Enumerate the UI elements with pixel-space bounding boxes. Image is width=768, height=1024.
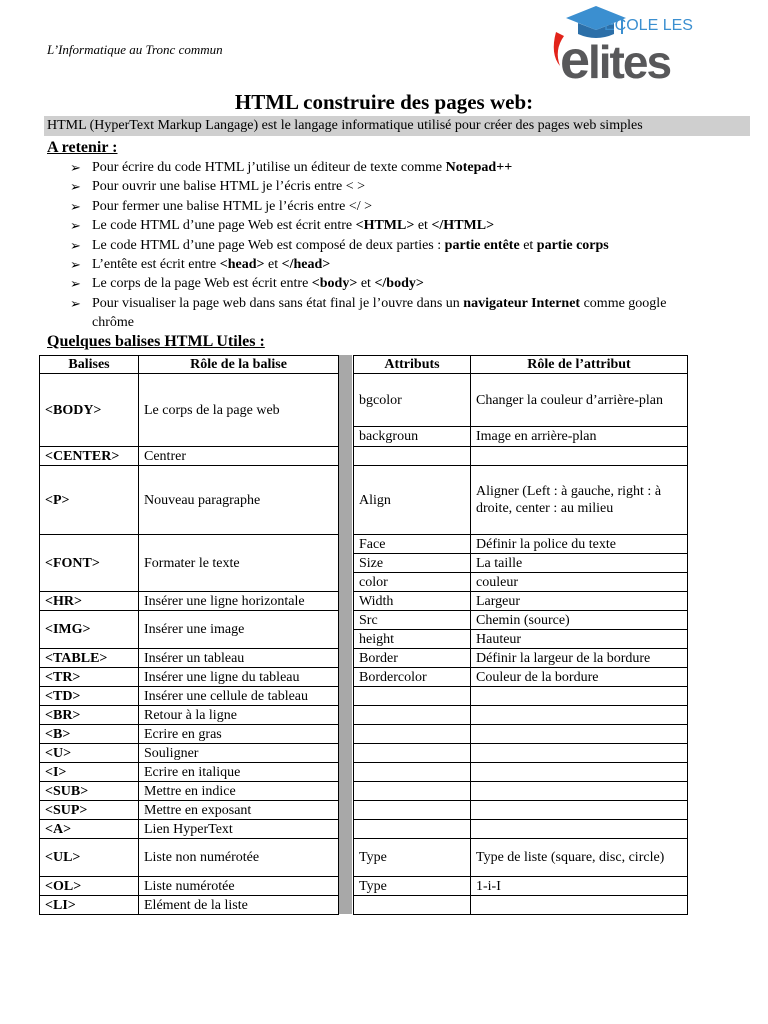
role-cell: Ecrire en italique <box>139 763 339 782</box>
balises-row <box>40 447 339 466</box>
retenir-item <box>70 255 690 274</box>
role-attribut-cell: Changer la couleur d’arrière-plan <box>471 374 688 427</box>
balises-row <box>40 839 339 877</box>
role-attribut-header: Rôle de l’attribut <box>471 356 688 374</box>
role-cell: Nouveau paragraphe <box>139 466 339 535</box>
balises-row <box>40 706 339 725</box>
balises-row <box>40 466 339 535</box>
attributs-row <box>354 896 688 915</box>
retenir-item-text: Pour ouvrir une balise HTML je l’écris entre < > <box>92 179 366 195</box>
role-cell: Formater le texte <box>139 535 339 592</box>
retenir-item-text: Pour écrire du code HTML j’utilise un éditeur de texte comme <box>92 160 446 175</box>
role-cell: Retour à la ligne <box>139 706 339 725</box>
balises-row <box>40 668 339 687</box>
retenir-item-text: et <box>519 237 537 253</box>
balises-row <box>40 820 339 839</box>
retenir-item-text: Le code HTML d’une page Web est écrit entre <box>92 218 356 234</box>
balises-row <box>40 687 339 706</box>
role-cell: Souligner <box>139 744 339 763</box>
role-attribut-cell: Définir la police du texte <box>471 535 688 554</box>
balise-cell: <B> <box>40 725 139 744</box>
ecole-les-elites-logo <box>548 4 728 82</box>
attributs-row <box>354 554 688 573</box>
attribut-cell <box>354 725 471 744</box>
attribut-cell <box>354 763 471 782</box>
retenir-item <box>70 294 690 333</box>
balise-cell: <A> <box>40 820 139 839</box>
role-attribut-cell <box>471 706 688 725</box>
attributs-row <box>354 820 688 839</box>
attribut-cell <box>354 801 471 820</box>
balise-cell: <SUB> <box>40 782 139 801</box>
role-cell: Liste numérotée <box>139 877 339 896</box>
balise-cell: <TR> <box>40 668 139 687</box>
arrow-bullet-icon: ➢ <box>70 218 81 234</box>
retenir-item-text: et <box>264 257 282 273</box>
balises-row <box>40 782 339 801</box>
role-cell: Elément de la liste <box>139 896 339 915</box>
attribut-cell: Src <box>354 611 471 630</box>
role-attribut-cell <box>471 763 688 782</box>
role-attribut-cell <box>471 725 688 744</box>
balises-row <box>40 535 339 592</box>
retenir-item-text: et <box>414 218 432 234</box>
role-attribut-cell <box>471 820 688 839</box>
role-attribut-cell <box>471 801 688 820</box>
balise-cell: <TABLE> <box>40 649 139 668</box>
attribut-cell: Size <box>354 554 471 573</box>
attribut-cell: bgcolor <box>354 374 471 427</box>
attribut-cell: Type <box>354 877 471 896</box>
role-attribut-cell: Couleur de la bordure <box>471 668 688 687</box>
retenir-item-text: et <box>357 276 375 292</box>
attribut-cell: Border <box>354 649 471 668</box>
attribut-cell <box>354 744 471 763</box>
retenir-item-text: Le corps de la page Web est écrit entre <box>92 276 312 292</box>
page-title: HTML construire des pages web: <box>234 90 534 114</box>
attribut-cell <box>354 706 471 725</box>
document-subtitle: L’Informatique au Tronc commun <box>47 42 223 57</box>
balises-row <box>40 801 339 820</box>
role-cell: Insérer une ligne horizontale <box>139 592 339 611</box>
retenir-item-text: Le code HTML d’une page Web est composé de deux parties : <box>92 237 445 253</box>
retenir-item <box>70 197 690 216</box>
retenir-item <box>70 236 690 255</box>
balise-cell: <OL> <box>40 877 139 896</box>
attributs-table <box>353 355 688 915</box>
balises-header: Balises <box>40 356 139 374</box>
attributs-row <box>354 801 688 820</box>
role-cell: Liste non numérotée <box>139 839 339 877</box>
balise-cell: <SUP> <box>40 801 139 820</box>
balise-cell: <TD> <box>40 687 139 706</box>
retenir-item-text: <head> <box>219 257 265 273</box>
attribut-cell: Type <box>354 839 471 877</box>
attributs-row <box>354 782 688 801</box>
svg-text:e: e <box>560 30 591 82</box>
retenir-item-text: partie corps <box>536 237 609 253</box>
balises-row <box>40 374 339 447</box>
attributs-row <box>354 573 688 592</box>
retenir-heading: A retenir : <box>47 139 118 156</box>
arrow-bullet-icon: ➢ <box>70 257 81 273</box>
attribut-cell <box>354 687 471 706</box>
retenir-list <box>70 158 690 333</box>
role-attribut-cell: La taille <box>471 554 688 573</box>
role-cell: Lien HyperText <box>139 820 339 839</box>
retenir-item-text: comme google chrôme <box>92 295 667 331</box>
role-balise-header: Rôle de la balise <box>139 356 339 374</box>
balises-row <box>40 611 339 649</box>
role-attribut-cell <box>471 687 688 706</box>
arrow-bullet-icon: ➢ <box>70 295 81 311</box>
attributs-row <box>354 877 688 896</box>
logo-text-top: ÉCOLE LES <box>604 17 693 34</box>
retenir-item-text: <body> <box>311 276 358 292</box>
attribut-cell: backgroun <box>354 427 471 447</box>
attributs-row <box>354 744 688 763</box>
attributs-row <box>354 725 688 744</box>
attributs-row <box>354 706 688 725</box>
attributs-row <box>354 427 688 447</box>
balise-cell: <I> <box>40 763 139 782</box>
retenir-item-text: L’entête est écrit entre <box>92 257 220 273</box>
role-cell: Le corps de la page web <box>139 374 339 447</box>
retenir-item-text: </HTML> <box>431 218 495 234</box>
table-separator <box>339 355 352 914</box>
balise-cell: <BR> <box>40 706 139 725</box>
arrow-bullet-icon: ➢ <box>70 276 81 292</box>
arrow-bullet-icon: ➢ <box>70 179 81 195</box>
attributs-row <box>354 466 688 535</box>
attribut-cell: color <box>354 573 471 592</box>
retenir-item-text: navigateur Internet <box>463 295 581 311</box>
role-attribut-cell: Aligner (Left : à gauche, right : à droite, center : au milieu <box>471 466 688 535</box>
arrow-bullet-icon: ➢ <box>70 198 81 214</box>
balises-row <box>40 763 339 782</box>
attribut-cell: Face <box>354 535 471 554</box>
balise-cell: <P> <box>40 466 139 535</box>
role-cell: Centrer <box>139 447 339 466</box>
role-attribut-cell: Image en arrière-plan <box>471 427 688 447</box>
attributs-row <box>354 687 688 706</box>
balise-cell: <LI> <box>40 896 139 915</box>
attribut-cell: Align <box>354 466 471 535</box>
attribut-cell <box>354 896 471 915</box>
attributs-row <box>354 592 688 611</box>
retenir-item-text: </head> <box>281 257 331 273</box>
retenir-item-text: <HTML> <box>355 218 415 234</box>
retenir-item <box>70 177 690 196</box>
retenir-item <box>70 216 690 235</box>
role-cell: Mettre en exposant <box>139 801 339 820</box>
attribut-cell <box>354 447 471 466</box>
role-attribut-cell: Largeur <box>471 592 688 611</box>
role-cell: Ecrire en gras <box>139 725 339 744</box>
retenir-item-text: Notepad++ <box>445 160 513 175</box>
role-attribut-cell <box>471 782 688 801</box>
balises-row <box>40 649 339 668</box>
attributs-row <box>354 630 688 649</box>
balise-cell: <CENTER> <box>40 447 139 466</box>
balises-row <box>40 744 339 763</box>
retenir-item-text: </body> <box>374 276 424 292</box>
balises-heading: Quelques balises HTML Utiles : <box>47 333 265 350</box>
attributs-row <box>354 649 688 668</box>
retenir-item-text: Pour visualiser la page web dans sans état final je l’ouvre dans un <box>92 295 464 311</box>
balise-cell: <BODY> <box>40 374 139 447</box>
intro-text: HTML (HyperText Markup Langage) est le langage informatique utilisé pour créer des pages web simples <box>44 116 750 136</box>
retenir-item <box>70 274 690 293</box>
retenir-item <box>70 158 690 177</box>
balises-row <box>40 877 339 896</box>
role-attribut-cell <box>471 447 688 466</box>
balise-cell: <U> <box>40 744 139 763</box>
attributs-header: Attributs <box>354 356 471 374</box>
attributs-row <box>354 535 688 554</box>
role-attribut-cell: Chemin (source) <box>471 611 688 630</box>
retenir-item-text: partie entête <box>444 237 520 253</box>
role-attribut-cell: 1-i-I <box>471 877 688 896</box>
retenir-item-text: Pour fermer une balise HTML je l’écris entre </ > <box>92 198 373 214</box>
attribut-cell <box>354 820 471 839</box>
role-attribut-cell: Définir la largeur de la bordure <box>471 649 688 668</box>
balise-cell: <IMG> <box>40 611 139 649</box>
balise-cell: <HR> <box>40 592 139 611</box>
attributs-row <box>354 839 688 877</box>
role-attribut-cell <box>471 744 688 763</box>
arrow-bullet-icon: ➢ <box>70 237 81 253</box>
role-cell: Insérer une cellule de tableau <box>139 687 339 706</box>
balise-cell: <UL> <box>40 839 139 877</box>
balises-row <box>40 592 339 611</box>
role-cell: Mettre en indice <box>139 782 339 801</box>
attribut-cell <box>354 782 471 801</box>
svg-text:lites: lites <box>588 36 671 82</box>
role-attribut-cell <box>471 896 688 915</box>
balise-cell: <FONT> <box>40 535 139 592</box>
arrow-bullet-icon: ➢ <box>70 160 81 175</box>
attributs-row <box>354 763 688 782</box>
role-cell: Insérer une ligne du tableau <box>139 668 339 687</box>
balises-table <box>39 355 339 915</box>
role-attribut-cell: couleur <box>471 573 688 592</box>
attribut-cell: height <box>354 630 471 649</box>
balises-row <box>40 725 339 744</box>
balises-row <box>40 896 339 915</box>
attributs-row <box>354 447 688 466</box>
attributs-row <box>354 611 688 630</box>
role-attribut-cell: Hauteur <box>471 630 688 649</box>
role-attribut-cell: Type de liste (square, disc, circle) <box>471 839 688 877</box>
attribut-cell: Bordercolor <box>354 668 471 687</box>
attribut-cell: Width <box>354 592 471 611</box>
attributs-row <box>354 668 688 687</box>
role-cell: Insérer une image <box>139 611 339 649</box>
role-cell: Insérer un tableau <box>139 649 339 668</box>
attributs-row <box>354 374 688 427</box>
